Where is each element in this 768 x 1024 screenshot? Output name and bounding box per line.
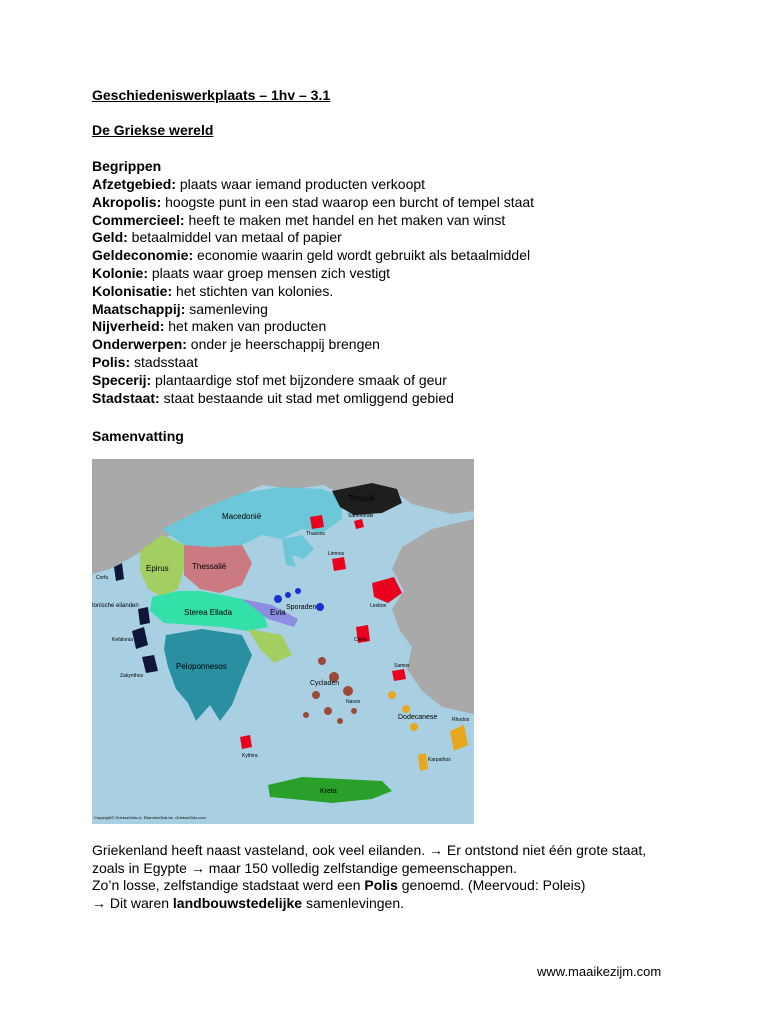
label-dodecanese: Dodecanese — [398, 714, 438, 721]
label-evia: Evia — [270, 608, 286, 617]
label-peloponnesos: Peloponnesos — [176, 662, 227, 671]
term-definition: plaats waar iemand producten verkoopt — [176, 176, 426, 192]
island-dodecanese — [402, 705, 410, 713]
label-thessalie: Thessalië — [192, 562, 227, 571]
island-cycladen — [318, 657, 326, 665]
term-definition: economie waarin geld wordt gebruikt als betaalmiddel — [193, 247, 531, 264]
label-sporaden: Sporaden — [286, 604, 317, 611]
label-thassos: Thassos — [306, 531, 325, 537]
term-definition: betaalmiddel van metaal of papier — [127, 229, 342, 246]
island-dodecanese — [388, 691, 396, 699]
map-copyright: Copyright© GriekseGids.nl, EilandenGids.be, GriekseGids.com — [94, 815, 206, 820]
summary-line — [92, 860, 692, 878]
term-label: Maatschappij: — [92, 300, 186, 317]
arrow-icon: → — [429, 842, 444, 858]
term-definition: het maken van producten — [164, 318, 327, 335]
island-kythira — [240, 735, 252, 749]
island-sporaden — [295, 588, 301, 594]
summary-text-segment: genoemd. (Meervoud: Poleis) — [397, 877, 586, 894]
term-label: Geldeconomie: — [92, 247, 194, 264]
island-lefkada — [138, 607, 150, 625]
term-definition: heeft te maken met handel en het maken van winst — [184, 211, 506, 228]
term-label: Afzetgebied: — [92, 176, 176, 192]
label-rhodos: Rhodos — [452, 717, 470, 723]
term-row — [92, 229, 534, 247]
term-row — [92, 212, 534, 230]
term-row — [92, 318, 534, 336]
term-row — [92, 176, 534, 194]
label-zakynthos: Zakynthos — [120, 673, 144, 679]
island-limnos — [332, 557, 346, 571]
polis-term: Polis — [364, 877, 398, 894]
term-row — [92, 390, 534, 408]
term-definition: het stichten van kolonies. — [172, 282, 334, 299]
label-kreta: Kreta — [320, 788, 337, 795]
footer-url: www.maaikezijm.com — [537, 964, 662, 979]
island-thassos — [310, 515, 324, 529]
label-samos: Samos — [394, 663, 410, 669]
term-definition: plantaardige stof met bijzondere smaak of geur — [151, 371, 447, 388]
label-limnos: Limnos — [328, 551, 345, 557]
island-samos — [392, 669, 406, 681]
label-lesbos: Lesbos — [370, 603, 387, 609]
summary-text-segment: Griekenland heeft naast vasteland, ook veel eilanden. — [92, 842, 430, 858]
summary-text-segment: samenlevingen. — [302, 895, 405, 912]
label-kythira: Kythira — [242, 753, 258, 759]
term-definition: plaats waar groep mensen zich vestigt — [148, 264, 391, 281]
island-cycladen — [351, 708, 357, 714]
summary-text — [92, 842, 692, 913]
term-label: Kolonisatie: — [92, 282, 173, 299]
island-cycladen — [337, 718, 343, 724]
term-label: Specerij: — [92, 371, 152, 388]
term-row — [92, 194, 534, 212]
term-label: Nijverheid: — [92, 318, 165, 335]
summary-text-segment: zoals in Egypte — [92, 859, 191, 876]
label-epirus: Epirus — [146, 564, 169, 573]
term-label: Kolonie: — [92, 264, 148, 281]
term-label: Polis: — [92, 353, 131, 370]
label-karpathos: Karpathos — [428, 757, 451, 763]
summary-line — [92, 877, 692, 895]
summary-heading: Samenvatting — [92, 428, 184, 444]
arrow-icon: → — [92, 895, 106, 912]
term-definition: hoogste punt in een stad waarop een burcht of tempel staat — [161, 193, 535, 210]
summary-text-segment: Dit waren — [106, 895, 173, 912]
label-kefalonia: Kefalonia — [112, 637, 133, 643]
summary-line — [92, 842, 692, 860]
document-title: Geschiedeniswerkplaats – 1hv – 3.1 — [92, 87, 331, 103]
landbouwstedelijke-term: landbouwstedelijke — [172, 895, 303, 912]
island-naxos — [343, 686, 353, 696]
term-row — [92, 265, 534, 283]
label-macedonie: Macedonië — [222, 512, 262, 521]
term-definition: staat bestaande uit stad met omliggend gebied — [159, 389, 454, 406]
document-subtitle: De Griekse wereld — [92, 122, 214, 138]
term-label: Geld: — [92, 229, 128, 246]
terms-list — [92, 176, 534, 407]
term-row — [92, 336, 534, 354]
island-cycladen — [303, 712, 309, 718]
label-sterea-ellada: Sterea Ellada — [184, 608, 233, 617]
term-label: Onderwerpen: — [92, 336, 187, 353]
term-row — [92, 301, 534, 319]
island-sporaden — [274, 595, 282, 603]
island-cycladen — [312, 691, 320, 699]
label-chios: Chios — [354, 637, 367, 643]
label-ionische-eilanden: Ionische eilanden — [92, 603, 139, 609]
island-skyros — [316, 603, 324, 611]
summary-text-segment: Er ontstond niet één grote staat, — [443, 842, 647, 858]
label-naxos: Naxos — [346, 699, 361, 705]
island-cycladen — [324, 707, 332, 715]
term-row — [92, 372, 534, 390]
term-label: Commercieel: — [92, 211, 185, 228]
summary-line — [92, 895, 692, 913]
term-definition: onder je heerschappij brengen — [186, 336, 380, 353]
term-definition: samenleving — [185, 300, 268, 317]
term-label: Stadstaat: — [92, 389, 160, 406]
term-row — [92, 354, 534, 372]
island-sporaden — [285, 592, 291, 598]
label-thracie: Thracië — [348, 494, 375, 503]
greece-regions-map — [92, 459, 474, 824]
label-corfu: Corfu — [96, 575, 109, 581]
summary-text-segment: maar 150 volledig zelfstandige gemeenschappen. — [204, 859, 517, 876]
term-row — [92, 247, 534, 265]
label-samothraki: Samothraki — [348, 513, 374, 519]
terms-heading: Begrippen — [92, 158, 162, 174]
label-cycladen: Cycladen — [310, 680, 340, 687]
term-row — [92, 283, 534, 301]
summary-text-segment: Zo’n losse, zelfstandige stadstaat werd een — [92, 877, 365, 894]
island-dodecanese — [410, 723, 418, 731]
term-definition: stadsstaat — [130, 353, 198, 370]
term-label: Akropolis: — [92, 193, 162, 210]
arrow-icon: → — [190, 859, 205, 876]
